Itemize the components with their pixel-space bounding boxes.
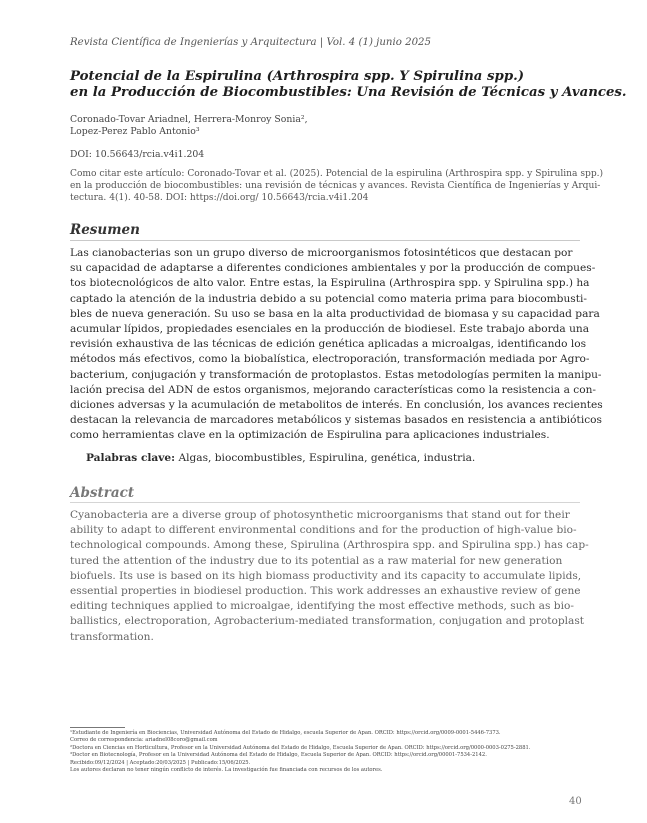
title-line-1: Potencial de la Espirulina (Arthrospira spp. Y Spirulina spp.) — [70, 69, 525, 84]
page-number: 40 — [569, 796, 582, 807]
resumen-line: tos biotecnológicos de alto valor. Entre estas, la Espirulina (Arthrospira spp. y Spirulina spp.) ha — [70, 277, 590, 290]
abstract-line: ballistics, electroporation, Agrobacterium-mediated transformation, conjugation and protoplast — [70, 615, 585, 628]
footnote: ²Doctora en Ciencias en Horticultura, Profesor en la Universidad Autónoma del Estado de Hidalgo, Escuela Superior de Apan. ORCID: https://orcid.org/0000-0003-0275-2881. — [70, 744, 531, 751]
keywords — [86, 452, 475, 464]
resumen-line: lación precisa del ADN de estos organismos, mejorando características como la resistencia a con- — [70, 383, 596, 396]
footnotes — [70, 730, 585, 774]
keywords-label: Palabras clave: — [86, 452, 176, 464]
authors — [70, 114, 308, 138]
abstract-line: technological compounds. Among these, Spirulina (Arthrospira spp. and Spirulina spp.) has cap- — [70, 539, 589, 552]
footnote: Los autores declaran no tener ningún conflicto de interés. La investigación fue financiada con recursos de los autores. — [70, 767, 383, 774]
footnote: Correo de correspondencia: ariadnel08coro@gmail.com — [70, 737, 218, 744]
abstract-body — [70, 508, 589, 645]
citation — [70, 168, 604, 204]
authors-line-2: Lopez-Perez Pablo Antonio³ — [70, 126, 200, 137]
title-line-2: en la Producción de Biocombustibles: Una Revisión de Técnicas y Avances. — [70, 85, 627, 100]
resumen-line: destacan la relevancia de marcadores metabólicos y sistemas basados en resistencia a antibióticos — [70, 414, 602, 427]
resumen-line: diciones adversas y la acumulación de metabolitos de interés. En conclusión, los avances recientes — [70, 399, 603, 412]
resumen-line: acumular lípidos, propiedades esenciales en la producción de biodiesel. Este trabajo aborda una — [70, 323, 590, 336]
citation-line: en la producción de biocombustibles: una revisión de técnicas y avances. Revista Científica de Ingenierías y Arqui- — [70, 181, 601, 191]
citation-line: Como citar este artículo: Coronado-Tovar et al. (2025). Potencial de la espirulina (Arthrospira spp. y Spirulina spp.) — [70, 169, 604, 179]
abstract-line: Cyanobacteria are a diverse group of photosynthetic microorganisms that stand out for their — [70, 509, 570, 521]
footnote: Recibido:09/12/2024 | Aceptado:20/03/2025 | Publicado:15/06/2025. — [70, 759, 251, 766]
resumen-line: captado la atención de la industria debido a su potencial como materia prima para biocombusti- — [70, 292, 587, 305]
resumen-line: métodos más efectivos, como la biobalística, electroporación, transformación mediada por Agro- — [70, 353, 590, 366]
abstract-divider — [70, 502, 580, 503]
abstract-line: transformation. — [70, 630, 154, 643]
citation-line: tectura. 4(1). 40-58. DOI: https://doi.org/ 10.56643/rcia.v4i1.204 — [70, 193, 369, 203]
article-title — [70, 69, 627, 101]
abstract-heading: Abstract — [70, 485, 135, 501]
authors-line-1: Coronado-Tovar Ariadnel, Herrera-Monroy Sonia², — [70, 114, 308, 125]
journal-header: Revista Científica de Ingenierías y Arquitectura | Vol. 4 (1) junio 2025 — [70, 37, 432, 48]
resumen-line: bles de nueva generación. Su uso se basa en la alta productividad de biomasa y su capacidad para — [70, 307, 600, 320]
resumen-line: como herramientas clave en la optimización de Espirulina para aplicaciones industriales. — [70, 429, 550, 442]
footnote: ³Doctor en Biotecnología, Profesor en la Universidad Autónoma del Estado de Hidalgo, Escuela Superior de Apan. ORCID: https://orcid.org/00001-7534-2142. — [70, 752, 487, 759]
resumen-line: su capacidad de adaptarse a diferentes condiciones ambientales y por la producción de compues- — [70, 262, 596, 275]
resumen-divider — [70, 240, 580, 241]
resumen-body — [70, 246, 603, 444]
resumen-line: revisión exhaustiva de las técnicas de edición genética aplicadas a microalgas, identificando los — [70, 338, 587, 351]
abstract-line: essential properties in biodiesel production. This work addresses an exhaustive review of gene — [70, 585, 581, 598]
abstract-line: biofuels. Its use is based on its high biomass productivity and its capacity to accumulate lipids, — [70, 569, 582, 582]
resumen-line: Las cianobacterias son un grupo diverso de microorganismos fotosintéticos que destacan por — [70, 247, 573, 259]
footnote-rule — [70, 727, 125, 728]
resumen-line: bacterium, conjugación y transformación de protoplastos. Estas metodologías permiten la manipu- — [70, 368, 602, 381]
doi: DOI: 10.56643/rcia.v4i1.204 — [70, 149, 205, 160]
abstract-line: ability to adapt to different environmental conditions and for the production of high-value bio- — [70, 524, 577, 537]
footnote: ¹Estudiante de Ingeniería en Biociencias, Universidad Autónoma del Estado de Hidalgo, escuela Superior de Apan. ORCID: https://orcid.org/0009-0001-5446-7373. — [70, 730, 501, 736]
resumen-heading: Resumen — [70, 222, 140, 238]
keywords-list: Algas, biocombustibles, Espirulina, genética, industria. — [175, 452, 476, 464]
abstract-line: tured the attention of the industry due to its potential as a raw material for new generation — [70, 554, 563, 567]
abstract-line: editing techniques applied to microalgae, identifying the most effective methods, such as bio- — [70, 600, 574, 613]
